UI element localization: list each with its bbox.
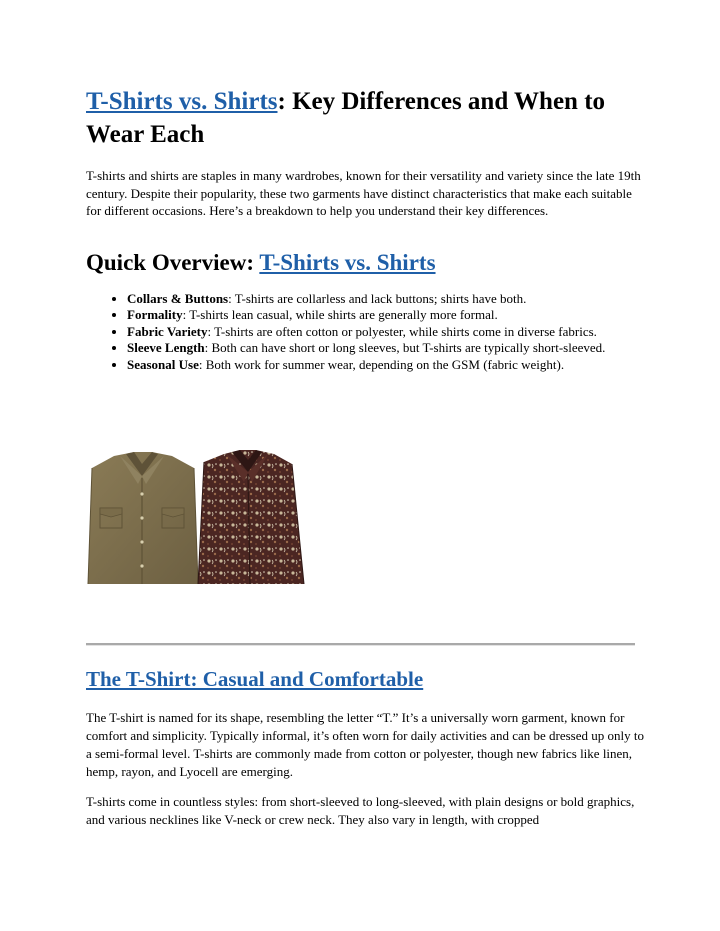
intro-paragraph: T-shirts and shirts are staples in many wardrobes, known for their versatility and variety since the late 19th century. Despite their popularity, these two garments have distinct characteristics that make each suitable for different occasions. Here’s a breakdown to help you understand their key differences. [86, 168, 641, 218]
list-item-text: : Both work for summer wear, depending on the GSM (fabric weight). [198, 356, 565, 372]
overview-heading [86, 248, 646, 278]
list-item-term: Collars & Buttons [127, 291, 229, 306]
list-item-text: : Both can have short or long sleeves, but T-shirts are typically short-sleeved. [204, 340, 606, 356]
tshirt-paragraph-2: T-shirts come in countless styles: from short-sleeved to long-sleeved, with plain designs or bold graphics, and various necklines like V-neck or crew neck. They also vary in length, with cropped [86, 794, 635, 827]
list-item-text: : T-shirts lean casual, while shirts are generally more formal. [182, 307, 498, 323]
overview-heading-prefix: Quick Overview: [86, 250, 260, 275]
olive-button-shirt-icon [88, 452, 198, 584]
list-item [127, 357, 657, 373]
list-item-term: Formality [127, 307, 183, 323]
article-title [86, 85, 646, 151]
tshirt-paragraph-1: The T-shirt is named for its shape, resembling the letter “T.” It’s a universally worn garment, known for comfort and simplicity. Typically informal, it’s often worn for daily activities and can be dressed up only to a semi-formal level. T-shirts are commonly made from cotton or polyester, though new fabrics like linen, hemp, rayon, and Lyocell are emerging. [86, 710, 644, 779]
horizontal-divider [86, 643, 635, 646]
shirts-image [86, 450, 308, 584]
list-item-term: Seasonal Use [127, 356, 199, 372]
list-item-text: : T-shirts are collarless and lack buttons; shirts have both. [228, 291, 527, 306]
patterned-button-shirt-icon [198, 450, 304, 584]
overview-heading-link[interactable]: T-Shirts vs. Shirts [259, 250, 436, 275]
title-link[interactable]: T-Shirts vs. Shirts [86, 88, 278, 115]
list-item [127, 340, 657, 356]
list-item [127, 291, 657, 307]
list-item [127, 307, 657, 323]
tshirt-section-link[interactable]: The T-Shirt: Casual and Comfortable [86, 667, 424, 691]
list-item-term: Sleeve Length [127, 340, 205, 356]
list-item-text: : T-shirts are often cotton or polyester, while shirts come in diverse fabrics. [207, 323, 597, 339]
title-rest: : Key Differences and When to Wear Each [86, 88, 606, 148]
list-item [127, 324, 657, 340]
list-item-term: Fabric Variety [127, 323, 208, 339]
tshirt-section-heading [86, 664, 646, 694]
overview-list [86, 291, 657, 373]
